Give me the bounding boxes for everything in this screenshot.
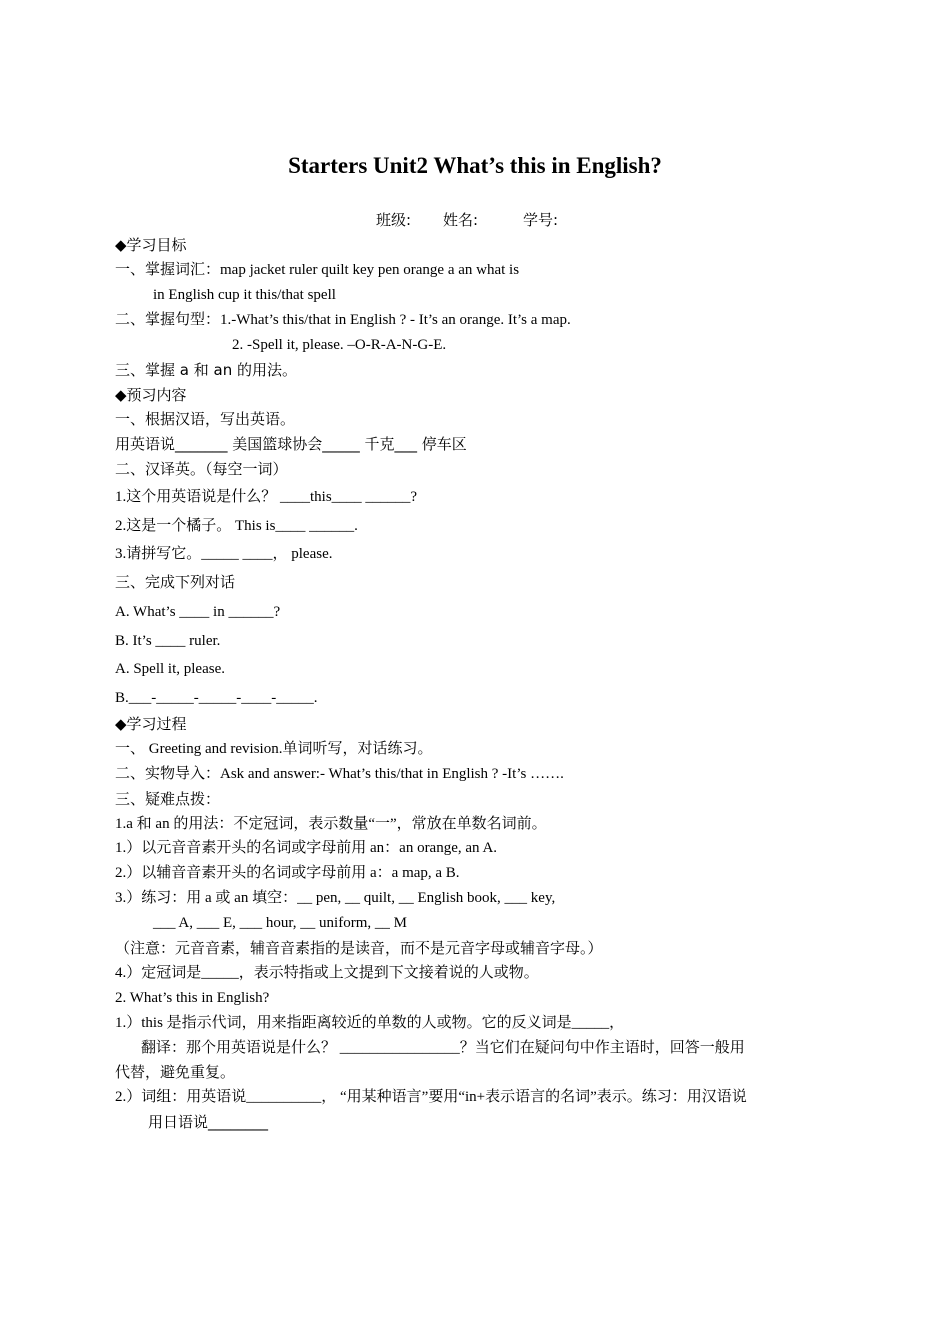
this-pronoun-line: 1.）this 是指示代词，用来指距离较近的单数的人或物。它的反义词是_____， [115,1015,625,1031]
whats-this-heading: 2. What’s this in English? [115,990,270,1006]
process-step-1: 一、 Greeting and revision.单词听写，对话练习。 [115,741,433,757]
preview-task-1-items: 用英语说_______ 美国篮球协会_____ 千克___ 停车区 [115,435,467,453]
dialogue-line-2: B. It’s ____ ruler. [115,633,221,649]
translate-item-2: 2.这是一个橘子。 This is____ ______. [115,518,358,534]
process-step-2: 二、实物导入：Ask and answer:- What’s this/that in English ? -It’s ……. [115,766,564,782]
dialogue-line-4: B.___-_____-_____-____-_____. [115,690,318,706]
translation-task-line: 翻译：那个用英语说是什么？ ________________？当它们在疑问句中作主语时，回答一般用 [141,1040,745,1056]
translate-item-1: 1.这个用英语说是什么？ ____this____ ______? [115,489,418,505]
pattern-line-2: 2. -Spell it, please. –O-R-A-N-G-E. [232,337,447,353]
section-preview-heading: ◆预习内容 [115,386,187,404]
student-number-label: 学号: [523,211,559,229]
vocab-line-1: 一、掌握词汇：map jacket ruler quilt key pen orange a an what is [115,262,520,278]
translate-item-3: 3.请拼写它。_____ ____， please. [115,546,333,562]
preview-task-3-heading: 三、完成下列对话 [115,573,236,591]
dialogue-line-3: A. Spell it, please. [115,661,225,677]
article-rule-a: 2.）以辅音音素开头的名词或字母前用 a：a map, a B. [115,865,460,881]
vocab-line-2: in English cup it this/that spell [153,287,336,303]
pattern-line-1: 二、掌握句型：1.-What’s this/that in English ? - It’s an orange. It’s a map. [115,312,571,328]
article-practice-line-1: 3.）练习：用 a 或 an 填空：__ pen, __ quilt, __ English book, ___ key, [115,890,556,906]
translation-task-continued: 代替，避免重复。 [115,1063,236,1081]
article-usage-objective: 三、掌握 a 和 an 的用法。 [115,361,297,379]
class-label: 班级: [376,211,412,229]
article-rule-an: 1.）以元音音素开头的名词或字母前用 an：an orange, an A. [115,840,498,856]
phrase-line: 2.）词组：用英语说__________， “用某种语言”要用“in+表示语言的名词”表示。练习：用汉语说 [115,1089,747,1105]
phrase-line-continued: 用日语说________ [148,1113,269,1131]
definite-article-line: 4.）定冠词是_____，表示特指或上文提到下文接着说的人或物。 [115,965,539,981]
name-label: 姓名: [443,211,479,229]
preview-task-2-heading: 二、汉译英。（每空一词） [115,460,288,478]
section-objectives-heading: ◆学习目标 [115,236,187,254]
dialogue-line-1: A. What’s ____ in ______? [115,604,281,620]
article-practice-line-2: ___ A, ___ E, ___ hour, __ uniform, __ M [153,915,407,931]
article-rule-intro: 1.a 和 an 的用法：不定冠词，表示数量“一”，常放在单数名词前。 [115,816,547,832]
page-title: Starters Unit2 What’s this in English? [288,153,662,178]
process-step-3-heading: 三、疑难点拨： [115,790,221,808]
article-note: （注意：元音音素，辅音音素指的是读音，而不是元音字母或辅音字母。） [115,939,603,957]
preview-task-1-heading: 一、根据汉语，写出英语。 [115,410,296,428]
section-process-heading: ◆学习过程 [115,715,187,733]
